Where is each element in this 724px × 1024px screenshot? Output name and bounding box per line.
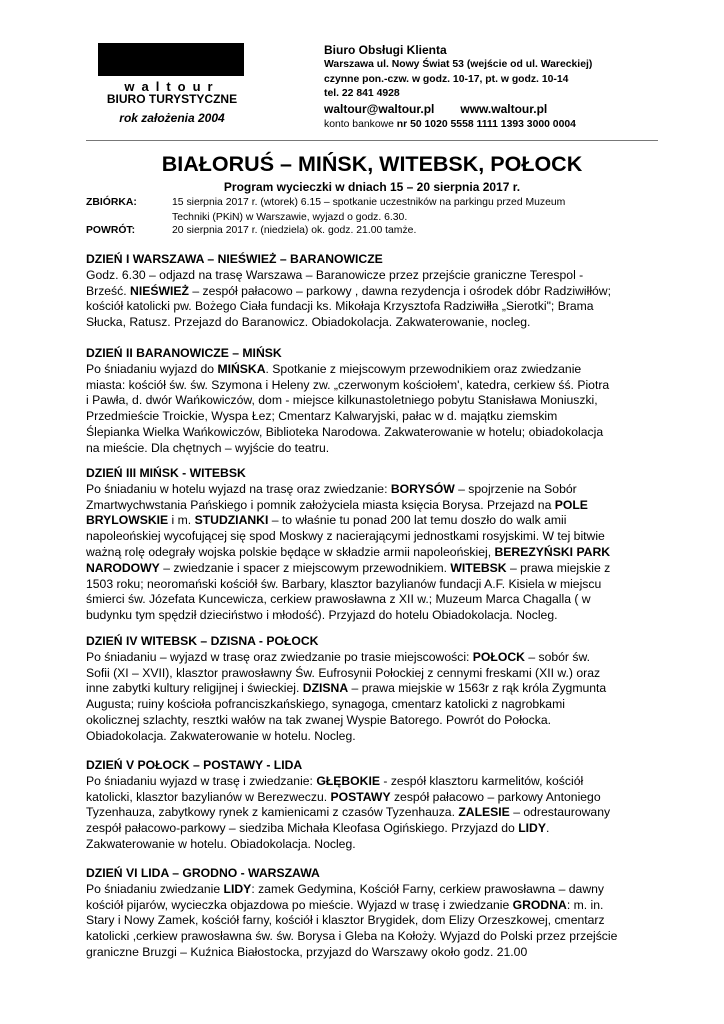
- company-logo: [97, 43, 247, 126]
- place-name: LIDY: [518, 821, 546, 836]
- header-divider: [86, 140, 658, 141]
- day-heading: DZIEŃ V POŁOCK – POSTAWY - LIDA: [86, 758, 303, 772]
- day-text-line: Sofii (XI – XVII), klasztor prawosławny Św. Eufrosynii Połockiej z cennymi freskami (XII w.) oraz: [86, 665, 601, 680]
- day-section: [86, 634, 666, 745]
- day-section: [86, 466, 666, 624]
- email-link[interactable]: waltour@waltour.pl: [324, 101, 435, 116]
- logo-founded-year: rok założenia 2004: [119, 111, 225, 125]
- meeting-label: ZBIÓRKA:: [86, 197, 137, 208]
- bank-account-number: nr 50 1020 5558 1111 1393 3000 0004: [396, 119, 576, 131]
- page-title: BIAŁORUŚ – MIŃSK, WITEBSK, POŁOCK: [161, 152, 583, 176]
- contact-links: [324, 102, 592, 119]
- place-name: BEREZYŃSKI PARK: [494, 544, 611, 559]
- meeting-text: [172, 196, 642, 225]
- place-name: GŁĘBOKIE: [316, 773, 380, 788]
- day-text-line: Obiadokolacja. Zakwaterowanie w hotelu. Nocleg.: [86, 728, 356, 743]
- day-text-line: graniczne Bruzgi – Kuźnica Białostocka, przyjazd do Warszawy około godz. 21.00: [86, 944, 528, 959]
- day-heading: DZIEŃ VI LIDA – GRODNO - WARSZAWA: [86, 866, 320, 880]
- day-section: [86, 758, 666, 853]
- day-text-line: ważną rolę odegrały wojska polskie będące w składzie armii napoleońskiej, BEREZYŃSKI PARK: [86, 544, 611, 559]
- page-subtitle: Program wycieczki w dniach 15 – 20 sierpnia 2017 r.: [223, 180, 521, 194]
- day-text-line: Po śniadaniu zwiedzanie LIDY: zamek Gedymina, Kościół Farny, cerkiew prawosławna – dawny: [86, 881, 604, 896]
- logo-bar: [98, 43, 244, 76]
- day-text-line: kościół katolicki pw. Bożego Ciała fundacji ks. Mikołaja Krzysztofa Radziwiłła „Sierotki"; Brama: [86, 299, 594, 314]
- day-text-line: Słucka, Ratusz. Przejazd do Baranowicz. Obiadokolacja. Zakwaterowanie, nocleg.: [86, 315, 531, 330]
- day-text-line: na mieście. Dla chętnych – wyjście do teatru.: [86, 440, 330, 455]
- day-text-line: katolicki ,cerkiew prawosławna św. św. Borysa i Gleba na Kołoży. Wyjazd do Polski przez przejście: [86, 929, 618, 944]
- day-text-line: Po śniadaniu wyjazd do MIŃSKA. Spotkanie z miejscowym przewodnikiem oraz zwiedzanie: [86, 361, 582, 376]
- contact-block: [324, 43, 592, 133]
- website-link[interactable]: www.waltour.pl: [460, 101, 548, 116]
- contact-title: Biuro Obsługi Klienta: [324, 43, 447, 57]
- day-text-line: Zakwaterowanie w hotelu. Obiadokolacja. Nocleg.: [86, 836, 356, 851]
- day-text-line: śmierci św. Józefata Kuncewicza, cerkiew prawosławna z XII w.; Muzeum Marca Chagalla ( w: [86, 592, 591, 607]
- day-text-line: Brześć. NIEŚWIEŻ – zespół pałacowo – parkowy , dawna rezydencja i ośrodek dóbr Radziwiłłów;: [86, 283, 611, 298]
- place-name: POŁOCK: [472, 649, 525, 664]
- place-name: NIEŚWIEŻ: [130, 283, 189, 298]
- place-name: BORYSÓW: [390, 481, 455, 496]
- day-text-line: budynku tym spędził dzieciństwo i młodość). Przyjazd do hotelu Obiadokolacja. Nocleg.: [86, 608, 558, 623]
- return-label: POWRÓT:: [86, 225, 136, 236]
- day-text-line: inne zabytki kultury religijnej i świeckiej. DZISNA – prawa miejskie w 1563r z rąk króla Zygmunta: [86, 681, 607, 696]
- place-name: NARODOWY: [86, 560, 160, 575]
- day-text-line: zespół pałacowo-parkowy – siedziba Michała Kleofasa Ogińskiego. Przyjazd do LIDY.: [86, 821, 550, 836]
- day-text-line: kościół pijarów, wycieczka objazdowa po mieście. Wyjazd w trasę i zwiedzanie GRODNA: m. in.: [86, 897, 604, 912]
- place-name: DZISNA: [302, 681, 349, 696]
- contact-address: Warszawa ul. Nowy Świat 53 (wejście od ul. Wareckiej): [324, 59, 593, 70]
- logo-subtitle: BIURO TURYSTYCZNE: [106, 92, 238, 106]
- day-section: [86, 346, 666, 457]
- place-name: MIŃSKA: [217, 361, 266, 376]
- logo-mark: [97, 43, 247, 95]
- day-heading: DZIEŃ IV WITEBSK – DZISNA - POŁOCK: [86, 634, 319, 648]
- day-text-line: i Pawła, d. dwór Wańkowiczów, dom - miejsce kilkunastoletniego pobytu Stanisława Moniuszki,: [86, 393, 598, 408]
- day-text-line: Stary i Nowy Zamek, kościół farny, kościół i klasztor Brygidek, dom Elizy Orzeszkowej, cmentarz: [86, 913, 605, 928]
- day-text-line: Augusta; ruiny kościoła pofranciszkańskiego, synagoga, cmentarz katolicki z nagrobkami: [86, 697, 565, 712]
- day-heading: DZIEŃ II BARANOWICZE – MIŃSK: [86, 346, 282, 360]
- meeting-line: 15 sierpnia 2017 r. (wtorek) 6.15 – spotkanie uczestników na parkingu przed Muzeum: [172, 197, 566, 208]
- day-text-line: miasta: kościół św. św. Szymona i Heleny zw. „czerwonym kościołem', katedra, cerkiew śś. Piotra: [86, 377, 610, 392]
- meeting-line: Techniki (PKiN) w Warszawie, wyjazd o godz. 6.30.: [172, 211, 408, 223]
- day-text-line: BRYLOWSKIE i m. STUDZIANKI – to właśnie tu ponad 200 lat temu doszło do walk amii: [86, 513, 567, 528]
- contact-hours: czynne pon.-czw. w godz. 10-17, pt. w godz. 10-14: [324, 73, 569, 85]
- day-text-line: okolicznej szlachty, resztki wałów na tak zwanej Wyspie Batorego. Powrót do Połocka.: [86, 712, 552, 727]
- logo-word: waltour: [124, 79, 220, 94]
- place-name: LIDY: [223, 881, 252, 896]
- day-heading: DZIEŃ I WARSZAWA – NIEŚWIEŻ – BARANOWICZE: [86, 252, 383, 266]
- day-text-line: katolicki, klasztor bazylianów w Berezweczu. POSTAWY zespół pałacowo – parkowy Antoniego: [86, 789, 601, 804]
- day-heading: DZIEŃ III MIŃSK - WITEBSK: [86, 466, 246, 480]
- day-text-line: Przedmieście Troickie, Wyspa Łez; Cmentarz Kalwaryjski, pałac w d. majątku ziemskim: [86, 409, 558, 424]
- day-section: [86, 252, 666, 331]
- contact-phone: tel. 22 841 4928: [324, 88, 400, 100]
- bank-account-label: konto bankowe: [324, 119, 397, 131]
- day-text-line: Ślepianka Wielka Wańkowiczów, Biblioteka Narodowa. Zakwaterowanie w hotelu; obiadokolacja: [86, 424, 604, 439]
- place-name: POLE: [554, 497, 588, 512]
- return-text: 20 sierpnia 2017 r. (niedziela) ok. godz. 21.00 tamże.: [172, 225, 417, 236]
- place-name: POSTAWY: [330, 789, 391, 804]
- day-text-line: Godz. 6.30 – odjazd na trasę Warszawa – Baranowicze przez przejście graniczne Terespol -: [86, 267, 584, 282]
- place-name: GRODNA: [512, 897, 567, 912]
- day-text-line: Po śniadaniu w hotelu wyjazd na trasę oraz zwiedzanie: BORYSÓW – spojrzenie na Sobór: [86, 481, 577, 496]
- day-text-line: Po śniadaniu wyjazd w trasę i zwiedzanie: GŁĘBOKIE - zespół klasztoru karmelitów, kościół: [86, 773, 584, 788]
- day-text-line: Tyzenhauza, zabytkowy rynek z kamienicami z czasów Tyzenhauza. ZALESIE – odrestaurowany: [86, 805, 611, 820]
- place-name: STUDZIANKI: [194, 513, 269, 528]
- day-text-line: napoleońskiej wycofującej się spod Moskwy z nacierającymi jednostkami rosyjskimi. W tej bitwie: [86, 529, 605, 544]
- day-text-line: NARODOWY – zwiedzanie i spacer z miejscowym przewodnikiem. WITEBSK – prawa miejskie z: [86, 560, 611, 575]
- day-text-line: Zmartwychwstania Pańskiego i pomnik założyciela miasta księcia Borysa. Przejazd na POLE: [86, 497, 588, 512]
- place-name: BRYLOWSKIE: [86, 513, 169, 528]
- place-name: WITEBSK: [450, 560, 507, 575]
- day-text-line: Po śniadaniu – wyjazd w trasę oraz zwiedzanie po trasie miejscowości: POŁOCK – sobór św.: [86, 649, 590, 664]
- day-section: [86, 866, 666, 961]
- day-text-line: 1503 roku; neoromański kościół św. Barbary, klasztor bazylianów fundacji A.F. Kisiela w miejscu: [86, 576, 602, 591]
- bank-account: [324, 118, 592, 133]
- place-name: ZALESIE: [458, 805, 510, 820]
